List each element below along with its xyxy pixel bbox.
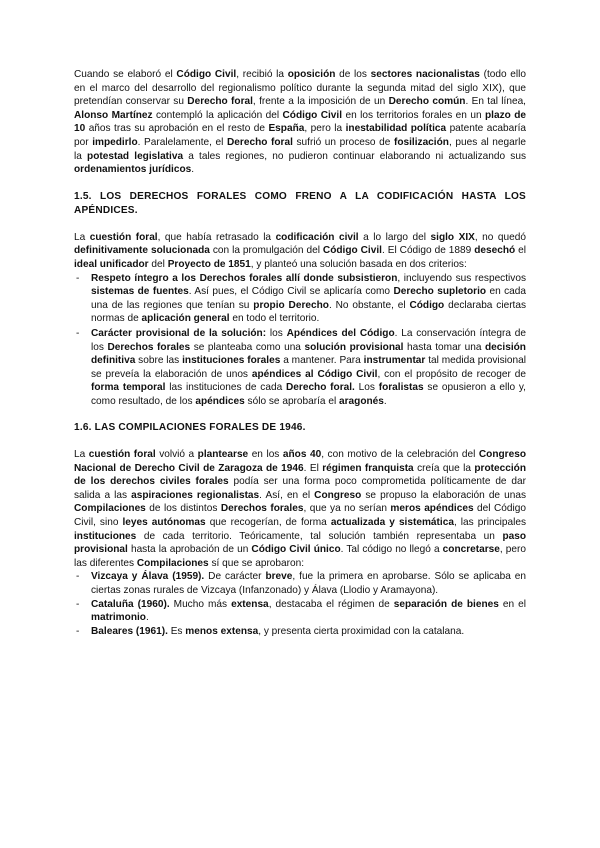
text-run: se planteaba como una	[190, 341, 305, 353]
bold-term: Cataluña (1960).	[91, 598, 170, 610]
bold-term: Derechos forales	[220, 503, 304, 515]
bold-term: fosilización	[393, 136, 449, 148]
text-run: en los territorios forales en un	[342, 109, 485, 121]
bold-term: Código	[409, 299, 445, 311]
text-run: contempló la aplicación del	[152, 109, 283, 121]
bold-term: Carácter provisional de la solución:	[91, 327, 267, 339]
text-run: , pero la	[304, 123, 346, 135]
bold-term: aplicación general	[141, 313, 230, 325]
bold-term: Compilaciones	[74, 503, 146, 515]
bold-term: Proyecto de 1851	[167, 258, 251, 270]
text-run: , pues al negarle la	[74, 136, 526, 162]
text-run: , con motivo de la celebración del	[321, 448, 479, 460]
text-run: , fue la primera en aprobarse. Sólo se aplicaba en ciertas zonas rurales de Vizcaya (Infanzonado) y Álava (Llodio y Aramayona).	[91, 571, 526, 596]
list-item	[74, 598, 526, 625]
list-item	[74, 327, 526, 409]
bold-term: Código Civil	[282, 109, 343, 121]
text-run: Los	[354, 382, 379, 394]
bold-term: Derecho foral.	[286, 382, 355, 394]
bold-term: foralistas	[378, 382, 424, 394]
bold-term: aspiraciones regionalistas	[131, 489, 260, 501]
bold-term: separación de bienes	[393, 598, 499, 610]
text-run: De carácter	[204, 571, 266, 583]
bold-term: Baleares (1961).	[91, 625, 168, 637]
bold-term: instituciones forales	[182, 355, 281, 367]
bold-term: forma temporal	[91, 382, 166, 394]
text-run: , frente a la imposición de un	[252, 96, 389, 108]
bold-term: Apéndices del Código	[286, 327, 395, 339]
bold-term: plantearse	[197, 448, 249, 460]
text-run: La	[74, 231, 90, 243]
bold-term: desechó	[474, 245, 516, 257]
text-run: , con el propósito de recoger de	[377, 368, 526, 380]
text-run: en todo el territorio.	[229, 313, 320, 325]
text-run: sólo se aprobaría el	[244, 395, 339, 407]
text-run: , y planteó una solución basada en dos criterios:	[250, 258, 467, 270]
bold-term: solución provisional	[304, 341, 404, 353]
text-run: tal medida provisional se preveía la elaboración de unos	[91, 355, 526, 380]
bold-term: oposición	[287, 69, 336, 80]
text-run: de los	[335, 69, 371, 80]
list-item-text	[91, 599, 526, 624]
text-run: . En tal línea,	[465, 96, 526, 108]
bold-term: plazo de 10	[74, 109, 526, 135]
text-run: del Código Civil, sino	[74, 503, 526, 528]
text-run: en cada una de las regiones que tenían su	[91, 286, 527, 311]
bold-term: Derechos forales	[107, 341, 191, 353]
text-run: . El Código de 1889	[381, 245, 475, 257]
text-run: podía ser una forma poco comprometida políticamente de dar salida a las	[74, 476, 526, 501]
bold-term: apéndices	[195, 395, 245, 407]
text-run: , incluyendo sus respectivos	[397, 272, 526, 284]
text-run: , destacaba el régimen de	[268, 598, 394, 610]
dash-marker: -	[76, 272, 80, 284]
section-heading-1-5: 1.5. LOS DERECHOS FORALES COMO FRENO A LA CODIFICACIÓN HASTA LOS APÉNDICES.	[74, 190, 526, 217]
dash-marker: -	[76, 571, 80, 583]
bold-term: Respeto íntegro a los Derechos forales allí donde subsistieron	[91, 272, 398, 284]
text-run: .	[191, 164, 195, 176]
bold-term: España	[268, 123, 305, 135]
dash-marker: -	[76, 625, 80, 637]
bold-term: siglo XIX	[430, 231, 475, 243]
bold-term: leyes autónomas	[122, 516, 206, 528]
list-item-text	[91, 328, 526, 407]
bold-term: cuestión foral	[88, 448, 156, 460]
bold-term: extensa	[231, 598, 269, 610]
text-run: las instituciones de cada	[165, 382, 286, 394]
text-run: el	[515, 245, 526, 257]
text-run: de los distintos	[145, 503, 221, 515]
text-run: , y presenta cierta proximidad con la catalana.	[258, 625, 465, 637]
bold-term: cuestión foral	[89, 231, 158, 243]
bold-term: régimen franquista	[322, 462, 414, 474]
bold-term: años 40	[282, 448, 322, 460]
text-run: en los	[248, 448, 283, 460]
bold-term: codificación civil	[275, 231, 359, 243]
bold-term: Derecho foral	[187, 96, 253, 108]
criteria-list	[74, 272, 526, 409]
section-heading-1-6: 1.6. LAS COMPILACIONES FORALES DE 1946.	[74, 422, 306, 434]
list-item	[74, 570, 526, 597]
text-run: se opusieron a ello y, como resultado, de los	[91, 382, 526, 407]
text-run: , no quedó	[474, 231, 526, 243]
list-item	[74, 272, 526, 326]
bold-term: matrimonio	[91, 612, 146, 624]
bold-term: Compilaciones	[136, 557, 209, 569]
text-run: sobre las	[135, 355, 183, 367]
bold-term: sistemas de fuentes	[91, 286, 189, 298]
text-run: , recibió la	[236, 69, 288, 80]
paragraph-cuestion-foral	[74, 231, 526, 272]
text-run: . Paralelamente, el	[137, 136, 228, 148]
bold-term: ordenamientos jurídicos	[74, 164, 192, 176]
document-page	[74, 68, 526, 638]
text-run: . No obstante, el	[328, 299, 410, 311]
bold-term: impedirlo	[92, 136, 138, 148]
text-run: .	[145, 612, 149, 624]
text-run: declaraba ciertas normas de	[91, 299, 527, 325]
bold-term: instituciones	[74, 530, 137, 542]
text-run: con la promulgación del	[209, 245, 323, 257]
bold-term: Código Civil	[322, 245, 382, 257]
bold-term: menos extensa	[185, 625, 259, 637]
list-item-text	[91, 273, 526, 325]
text-run: .	[383, 395, 387, 407]
dash-marker: -	[76, 598, 80, 610]
bold-term: protección de los derechos civiles forales	[74, 462, 526, 488]
bold-term: inestabilidad política	[345, 123, 447, 135]
bold-term: definitivamente solucionada	[74, 245, 210, 257]
text-run: volvió a	[155, 448, 198, 460]
dash-marker: -	[76, 327, 80, 339]
bold-term: propio Derecho	[253, 299, 329, 311]
paragraph-compilaciones	[74, 448, 526, 570]
bold-term: decisión definitiva	[91, 341, 526, 367]
text-run: los	[266, 327, 287, 339]
text-run: . Así, en el	[259, 489, 315, 501]
list-item-text	[91, 571, 526, 596]
bold-term: Derecho común	[388, 96, 466, 108]
bold-term: potestad legislativa	[87, 150, 184, 162]
text-run: , que ya no serían	[303, 503, 391, 515]
bold-term: Código Civil único	[251, 544, 341, 556]
text-run: del	[148, 258, 168, 270]
text-run: de cada territorio. Teóricamente, tal solución también representaba un	[136, 530, 503, 542]
bold-term: Congreso Nacional de Derecho Civil de Zaragoza de 1946	[74, 448, 526, 474]
bold-term: Derecho foral	[227, 136, 293, 148]
text-run: La	[74, 448, 89, 460]
text-run: . El	[303, 462, 323, 474]
bold-term: instrumentar	[363, 355, 426, 367]
text-run: . La conservación íntegra de los	[91, 327, 526, 353]
paragraph-intro	[74, 68, 526, 177]
text-run: Cuando se elaboró el	[74, 69, 177, 80]
bold-term: Congreso	[314, 489, 362, 501]
compilations-list	[74, 570, 526, 638]
text-run: a mantener. Para	[280, 355, 364, 367]
text-run: sí que se aprobaron:	[208, 557, 305, 569]
text-run: Es	[167, 625, 186, 637]
bold-term: aragonés	[339, 395, 384, 407]
bold-term: breve	[265, 571, 293, 583]
bold-term: apéndices al Código Civil	[251, 368, 378, 380]
text-run: Mucho más	[169, 598, 232, 610]
text-run: . Así pues, el Código Civil se aplicaría como	[188, 286, 394, 298]
text-run: a tales regiones, no pudieron continuar elaborando ni actualizando sus	[183, 150, 526, 162]
bold-term: Derecho supletorio	[393, 286, 487, 298]
text-run: patente acabaría por	[74, 123, 526, 148]
text-run: que recogerían, de forma	[205, 516, 331, 528]
bold-term: Código Civil	[176, 69, 237, 80]
bold-term: concretarse	[442, 544, 500, 556]
text-run: hasta la aprobación de un	[127, 544, 252, 556]
text-run: , las principales	[453, 516, 526, 528]
text-run: , pero las diferentes	[74, 544, 527, 569]
bold-term: meros apéndices	[390, 503, 474, 515]
bold-term: actualizada y sistemática	[330, 516, 454, 528]
text-run: , que había retrasado la	[157, 231, 276, 243]
bold-term: Alonso Martínez	[74, 109, 153, 121]
text-run: a lo largo del	[358, 231, 431, 243]
text-run: años tras su aprobación en el resto de	[85, 123, 269, 135]
text-run: . Tal código no llegó a	[340, 544, 443, 556]
text-run: (todo ello en el marco del desarrollo del regionalismo político durante la segunda mitad del siglo XIX), que pretendían conservar su	[74, 69, 527, 108]
text-run: creía que la	[413, 462, 475, 474]
text-run: sufrió un proceso de	[292, 136, 394, 148]
text-run: en el	[498, 598, 526, 610]
list-item	[74, 625, 526, 639]
text-run: se propuso la elaboración de unas	[361, 489, 526, 501]
bold-term: ideal unificador	[74, 258, 149, 270]
bold-term: sectores nacionalistas	[370, 69, 480, 80]
bold-term: Vizcaya y Álava (1959).	[91, 571, 205, 583]
text-run: hasta tomar una	[403, 341, 486, 353]
list-item-text	[91, 626, 464, 637]
bold-term: paso provisional	[74, 530, 526, 556]
